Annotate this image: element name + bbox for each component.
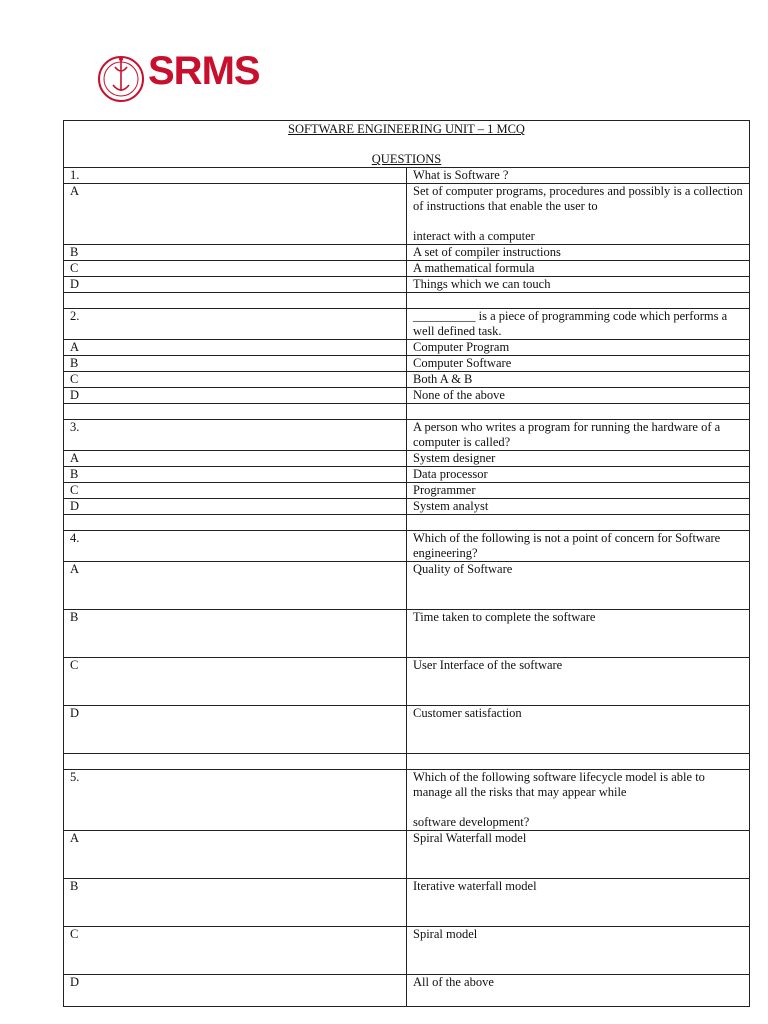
srms-logo bbox=[97, 45, 260, 113]
option-row bbox=[64, 467, 750, 483]
option-row bbox=[64, 499, 750, 515]
question-row bbox=[64, 770, 750, 831]
question-number: 4. bbox=[64, 531, 407, 562]
option-row bbox=[64, 879, 750, 927]
option-row bbox=[64, 261, 750, 277]
option-text: Time taken to complete the software bbox=[407, 610, 750, 658]
option-row bbox=[64, 562, 750, 610]
option-row bbox=[64, 372, 750, 388]
option-text: User Interface of the software bbox=[407, 658, 750, 706]
question-text: Which of the following is not a point of concern for Software engineering? bbox=[407, 531, 750, 562]
option-row bbox=[64, 483, 750, 499]
table-title-cell bbox=[64, 121, 750, 168]
question-text-line2: software development? bbox=[413, 815, 530, 829]
question-text: What is Software ? bbox=[407, 168, 750, 184]
option-text: Data processor bbox=[407, 467, 750, 483]
option-text: Spiral model bbox=[407, 927, 750, 975]
option-label: A bbox=[64, 562, 407, 610]
option-label: C bbox=[64, 927, 407, 975]
option-text-line1: Set of computer programs, procedures and possibly is a collection of instructions that enable the user to bbox=[413, 184, 743, 213]
option-text: None of the above bbox=[407, 388, 750, 404]
question-number: 3. bbox=[64, 420, 407, 451]
question-number: 2. bbox=[64, 309, 407, 340]
option-row bbox=[64, 340, 750, 356]
option-label: A bbox=[64, 831, 407, 879]
option-text: System designer bbox=[407, 451, 750, 467]
table-header-row bbox=[64, 121, 750, 168]
option-text: Quality of Software bbox=[407, 562, 750, 610]
emblem-icon bbox=[97, 45, 145, 113]
option-row bbox=[64, 927, 750, 975]
option-label: B bbox=[64, 610, 407, 658]
option-label: D bbox=[64, 277, 407, 293]
option-label: D bbox=[64, 388, 407, 404]
option-label: C bbox=[64, 261, 407, 277]
option-label: D bbox=[64, 499, 407, 515]
option-label: A bbox=[64, 340, 407, 356]
question-number: 1. bbox=[64, 168, 407, 184]
spacer-row bbox=[64, 515, 750, 531]
option-row bbox=[64, 388, 750, 404]
option-label: A bbox=[64, 184, 407, 245]
option-row bbox=[64, 831, 750, 879]
mcq-table bbox=[63, 120, 750, 1007]
option-row bbox=[64, 658, 750, 706]
option-label: B bbox=[64, 356, 407, 372]
option-text-line2: interact with a computer bbox=[413, 229, 535, 243]
option-text: System analyst bbox=[407, 499, 750, 515]
option-row bbox=[64, 706, 750, 754]
logo-wordmark: SRMS bbox=[148, 49, 260, 93]
option-text: Computer Software bbox=[407, 356, 750, 372]
option-text: All of the above bbox=[407, 975, 750, 1007]
spacer-row bbox=[64, 293, 750, 309]
option-label: B bbox=[64, 245, 407, 261]
spacer-row bbox=[64, 754, 750, 770]
question-row bbox=[64, 309, 750, 340]
option-row bbox=[64, 610, 750, 658]
option-row bbox=[64, 356, 750, 372]
option-label: A bbox=[64, 451, 407, 467]
option-text: Programmer bbox=[407, 483, 750, 499]
question-text: __________ is a piece of programming code which performs a well defined task. bbox=[407, 309, 750, 340]
option-label: C bbox=[64, 483, 407, 499]
option-text: A set of compiler instructions bbox=[407, 245, 750, 261]
option-label: B bbox=[64, 467, 407, 483]
option-row bbox=[64, 975, 750, 1007]
question-text-line1: Which of the following software lifecycle model is able to manage all the risks that may appear while bbox=[413, 770, 705, 799]
option-text bbox=[407, 184, 750, 245]
document-subtitle: QUESTIONS bbox=[371, 152, 442, 166]
question-row bbox=[64, 168, 750, 184]
question-text: A person who writes a program for running the hardware of a computer is called? bbox=[407, 420, 750, 451]
option-row bbox=[64, 277, 750, 293]
spacer-row bbox=[64, 404, 750, 420]
option-text: A mathematical formula bbox=[407, 261, 750, 277]
option-text: Things which we can touch bbox=[407, 277, 750, 293]
question-row bbox=[64, 531, 750, 562]
question-number: 5. bbox=[64, 770, 407, 831]
question-row bbox=[64, 420, 750, 451]
option-label: D bbox=[64, 975, 407, 1007]
option-text: Both A & B bbox=[407, 372, 750, 388]
option-row bbox=[64, 184, 750, 245]
question-text bbox=[407, 770, 750, 831]
option-text: Customer satisfaction bbox=[407, 706, 750, 754]
option-label: C bbox=[64, 658, 407, 706]
document-title: SOFTWARE ENGINEERING UNIT – 1 MCQ bbox=[288, 122, 525, 136]
option-text: Computer Program bbox=[407, 340, 750, 356]
option-text: Spiral Waterfall model bbox=[407, 831, 750, 879]
option-label: D bbox=[64, 706, 407, 754]
option-label: C bbox=[64, 372, 407, 388]
option-row bbox=[64, 245, 750, 261]
option-label: B bbox=[64, 879, 407, 927]
option-text: Iterative waterfall model bbox=[407, 879, 750, 927]
option-row bbox=[64, 451, 750, 467]
